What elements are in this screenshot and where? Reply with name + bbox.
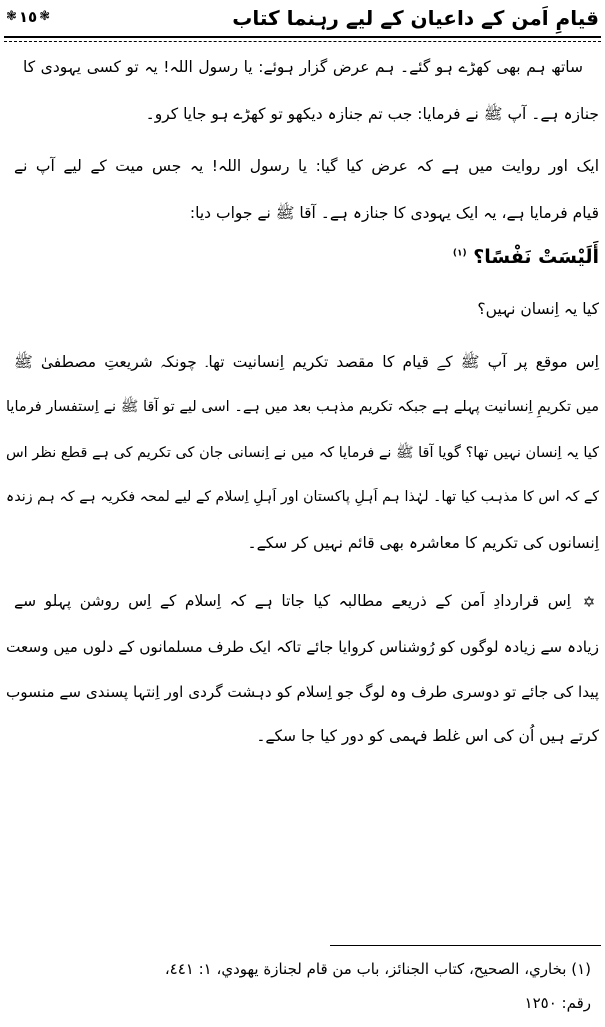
header-rule [4, 36, 601, 38]
text-line: اِس موقع پر آپ ﷺ کے قیام کا مقصد تکریم اِنسانیت تھا۔ چونکہ شریعتِ مصطفیٰ ﷺ [14, 353, 599, 371]
page-number [6, 6, 50, 28]
footnote-line: (١) بخاري، الصحيح، كتاب الجنائز، باب من قام لجنازة يهودي، ١: ٤٤١، [164, 960, 591, 978]
arabic-quote-text: أَلَيْسَتْ نَفْسًا؟ [473, 246, 599, 268]
ornament-right-icon: ❃ [39, 9, 51, 24]
text-line: کرتے ہیں اُن کی اس غلط فہمی کو دور کیا جا سکے۔ [256, 727, 599, 745]
book-title: قیامِ اَمن کے داعیان کے لیے رہنما کتاب [232, 6, 599, 30]
arabic-quote [453, 246, 599, 268]
text-line: زیادہ سے زیادہ لوگوں کو رُوشناس کروایا جائے تاکہ ایک طرف مسلمانوں کے دلوں میں وسعت [6, 638, 599, 656]
text-line: پیدا کی جائے تو دوسری طرف وہ لوگ جو اِسلام کو دہشت گردی اور اِنتہا پسندی سے منسوب [6, 683, 599, 701]
text-line: ایک اور روایت میں ہے کہ عرض کیا گیا: یا رسول اللہ! یہ جس میت کے لیے آپ نے [14, 157, 599, 175]
footnote-rule [330, 945, 601, 946]
footnote-line: رقم: ١٢٥٠ [524, 994, 591, 1012]
text-line: کیا یہ اِنسان نہیں؟ [477, 300, 599, 318]
text-line: جنازہ ہے۔ آپ ﷺ نے فرمایا: جب تم جنازہ دیکھو تو کھڑے ہو جایا کرو۔ [145, 105, 599, 123]
text-line: قیام فرمایا ہے، یہ ایک یہودی کا جنازہ ہے۔ آقا ﷺ نے جواب دیا: [189, 204, 599, 222]
ornament-left-icon: ❃ [6, 9, 17, 24]
text-line: ساتھ ہم بھی کھڑے ہو گئے۔ ہم عرض گزار ہوئے: یا رسول اللہ! یہ تو کسی یہودی کا [23, 58, 583, 76]
text-line: میں تکریمِ اِنسانیت پہلے ہے جبکہ تکریم مذہب بعد میں ہے۔ اسی لیے تو آقا ﷺ نے اِستفسار فرمایا [6, 398, 599, 415]
text-line: اِنسانوں کی تکریم کا معاشرہ بھی قائم نہیں کر سکے۔ [247, 534, 599, 552]
text-line: کے کہ اس کا مذہب کیا تھا۔ لہٰذا ہم اَہلِ پاکستان اور اَہلِ اِسلام کے لیے لمحہ فکریہ ہے کہ ہم زندہ [6, 489, 599, 505]
page-header [6, 4, 599, 34]
text-line: اِس قراردادِ اَمن کے ذریعے مطالبہ کیا جاتا ہے کہ اِسلام کے اِس روشن پہلو سے [14, 592, 571, 610]
page-number-value: ١٥ [18, 8, 38, 26]
text-line: کیا یہ اِنسان نہیں تھا؟ گویا آقا ﷺ نے فرمایا کہ میں نے اِنسانی جان کی تکریم کی ہے قطع نظر اس [6, 445, 599, 461]
star-bullet-icon: ✡ [582, 593, 596, 611]
footnote-marker: (١) [452, 248, 467, 259]
header-dotted-rule [4, 41, 601, 42]
